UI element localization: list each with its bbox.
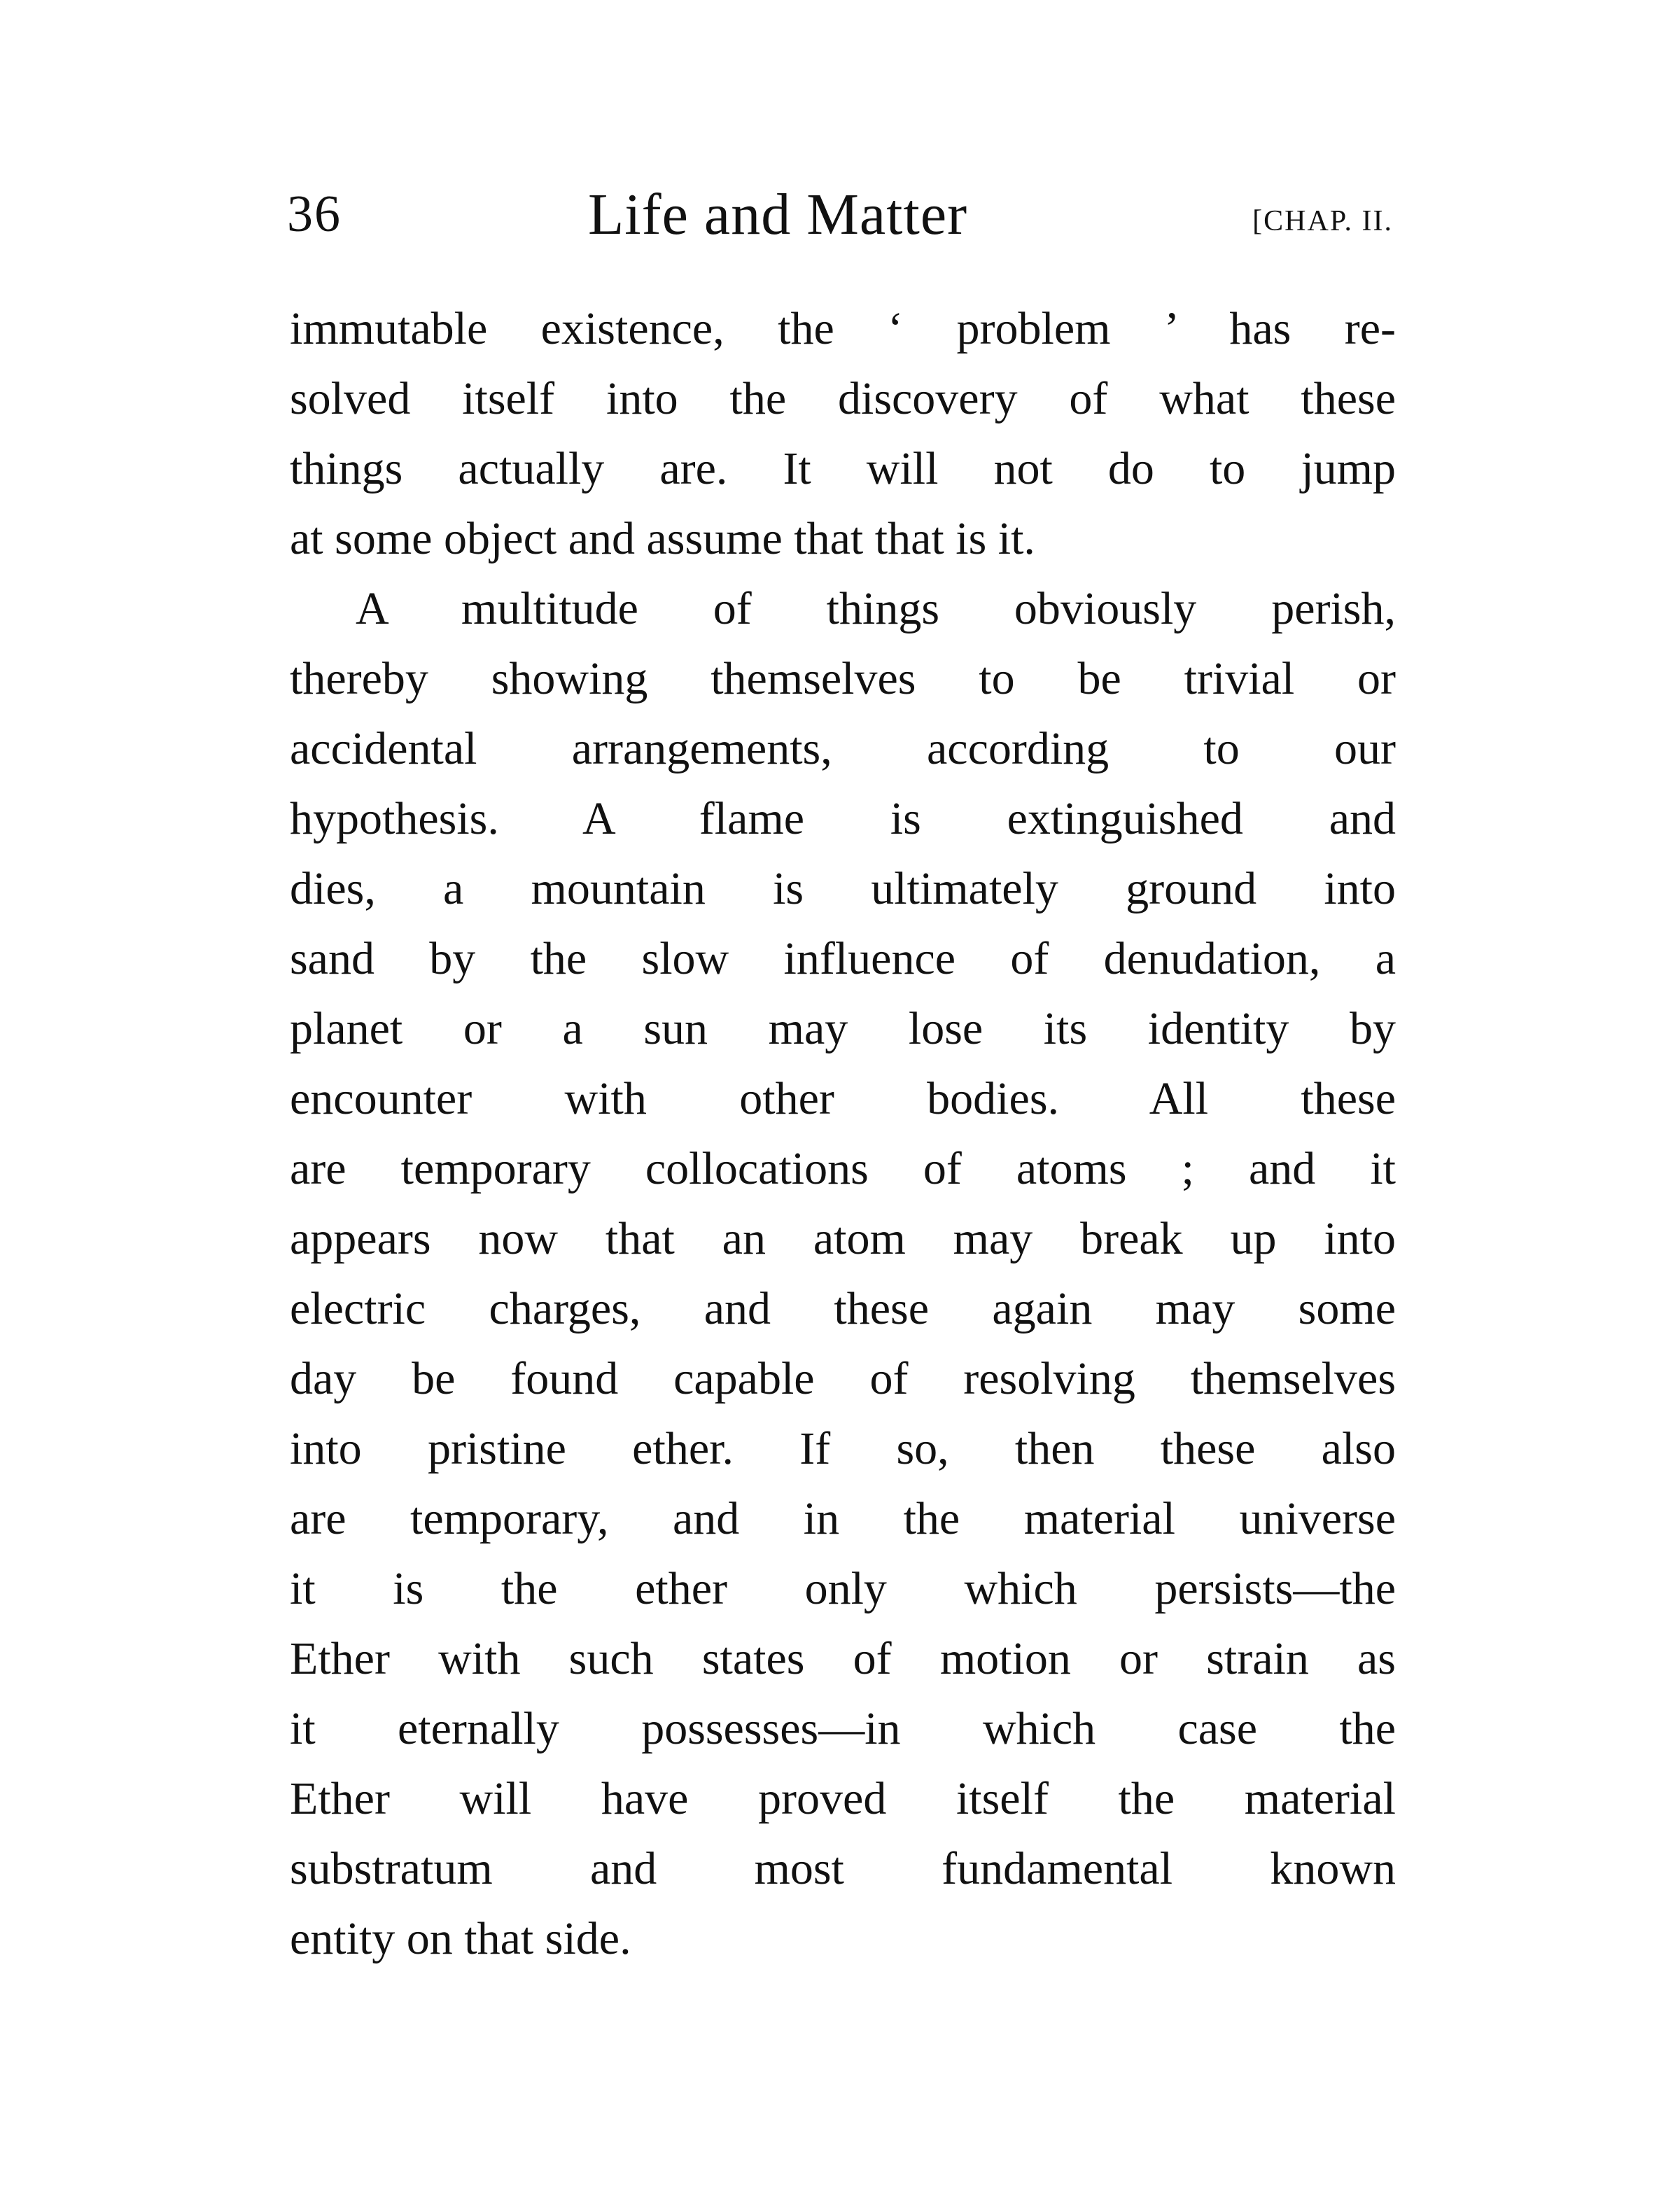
text-line: thereby showing themselves to be trivial or: [290, 653, 1396, 704]
paragraph-start-line: A multitude of things obviously perish,: [356, 583, 1396, 634]
text-line: entity on that side.: [290, 1913, 631, 1964]
text-line: things actually are. It will not do to jump: [290, 443, 1396, 494]
text-line: Ether with such states of motion or strain as: [290, 1633, 1396, 1684]
body-text: [290, 294, 1396, 1974]
text-line: appears now that an atom may break up into: [290, 1213, 1396, 1264]
text-line: hypothesis. A flame is extinguished and: [290, 793, 1396, 844]
text-line: accidental arrangements, according to our: [290, 723, 1396, 774]
text-line: at some object and assume that that is it.: [290, 513, 1035, 564]
chapter-reference: [CHAP. II.: [1252, 205, 1393, 237]
text-line: are temporary collocations of atoms ; and it: [290, 1143, 1396, 1194]
text-line: it is the ether only which persists—the: [290, 1563, 1396, 1614]
text-line: encounter with other bodies. All these: [290, 1073, 1396, 1124]
text-line: solved itself into the discovery of what these: [290, 373, 1396, 424]
text-line: are temporary, and in the material universe: [290, 1493, 1396, 1544]
text-line: planet or a sun may lose its identity by: [290, 1003, 1396, 1054]
running-title: Life and Matter: [588, 182, 968, 247]
text-line: it eternally possesses—in which case the: [290, 1703, 1396, 1754]
running-head: [287, 181, 1393, 258]
text-line: immutable existence, the ‘ problem ’ has re-: [290, 303, 1396, 354]
text-line: substratum and most fundamental known: [290, 1843, 1396, 1894]
text-line: dies, a mountain is ultimately ground into: [290, 863, 1396, 914]
text-line: electric charges, and these again may some: [290, 1283, 1396, 1334]
text-line: into pristine ether. If so, then these also: [290, 1423, 1396, 1474]
text-line: Ether will have proved itself the material: [290, 1773, 1396, 1824]
text-line: day be found capable of resolving themselves: [290, 1353, 1396, 1404]
text-line: sand by the slow influence of denudation, a: [290, 933, 1396, 984]
page-number: 36: [287, 186, 342, 243]
